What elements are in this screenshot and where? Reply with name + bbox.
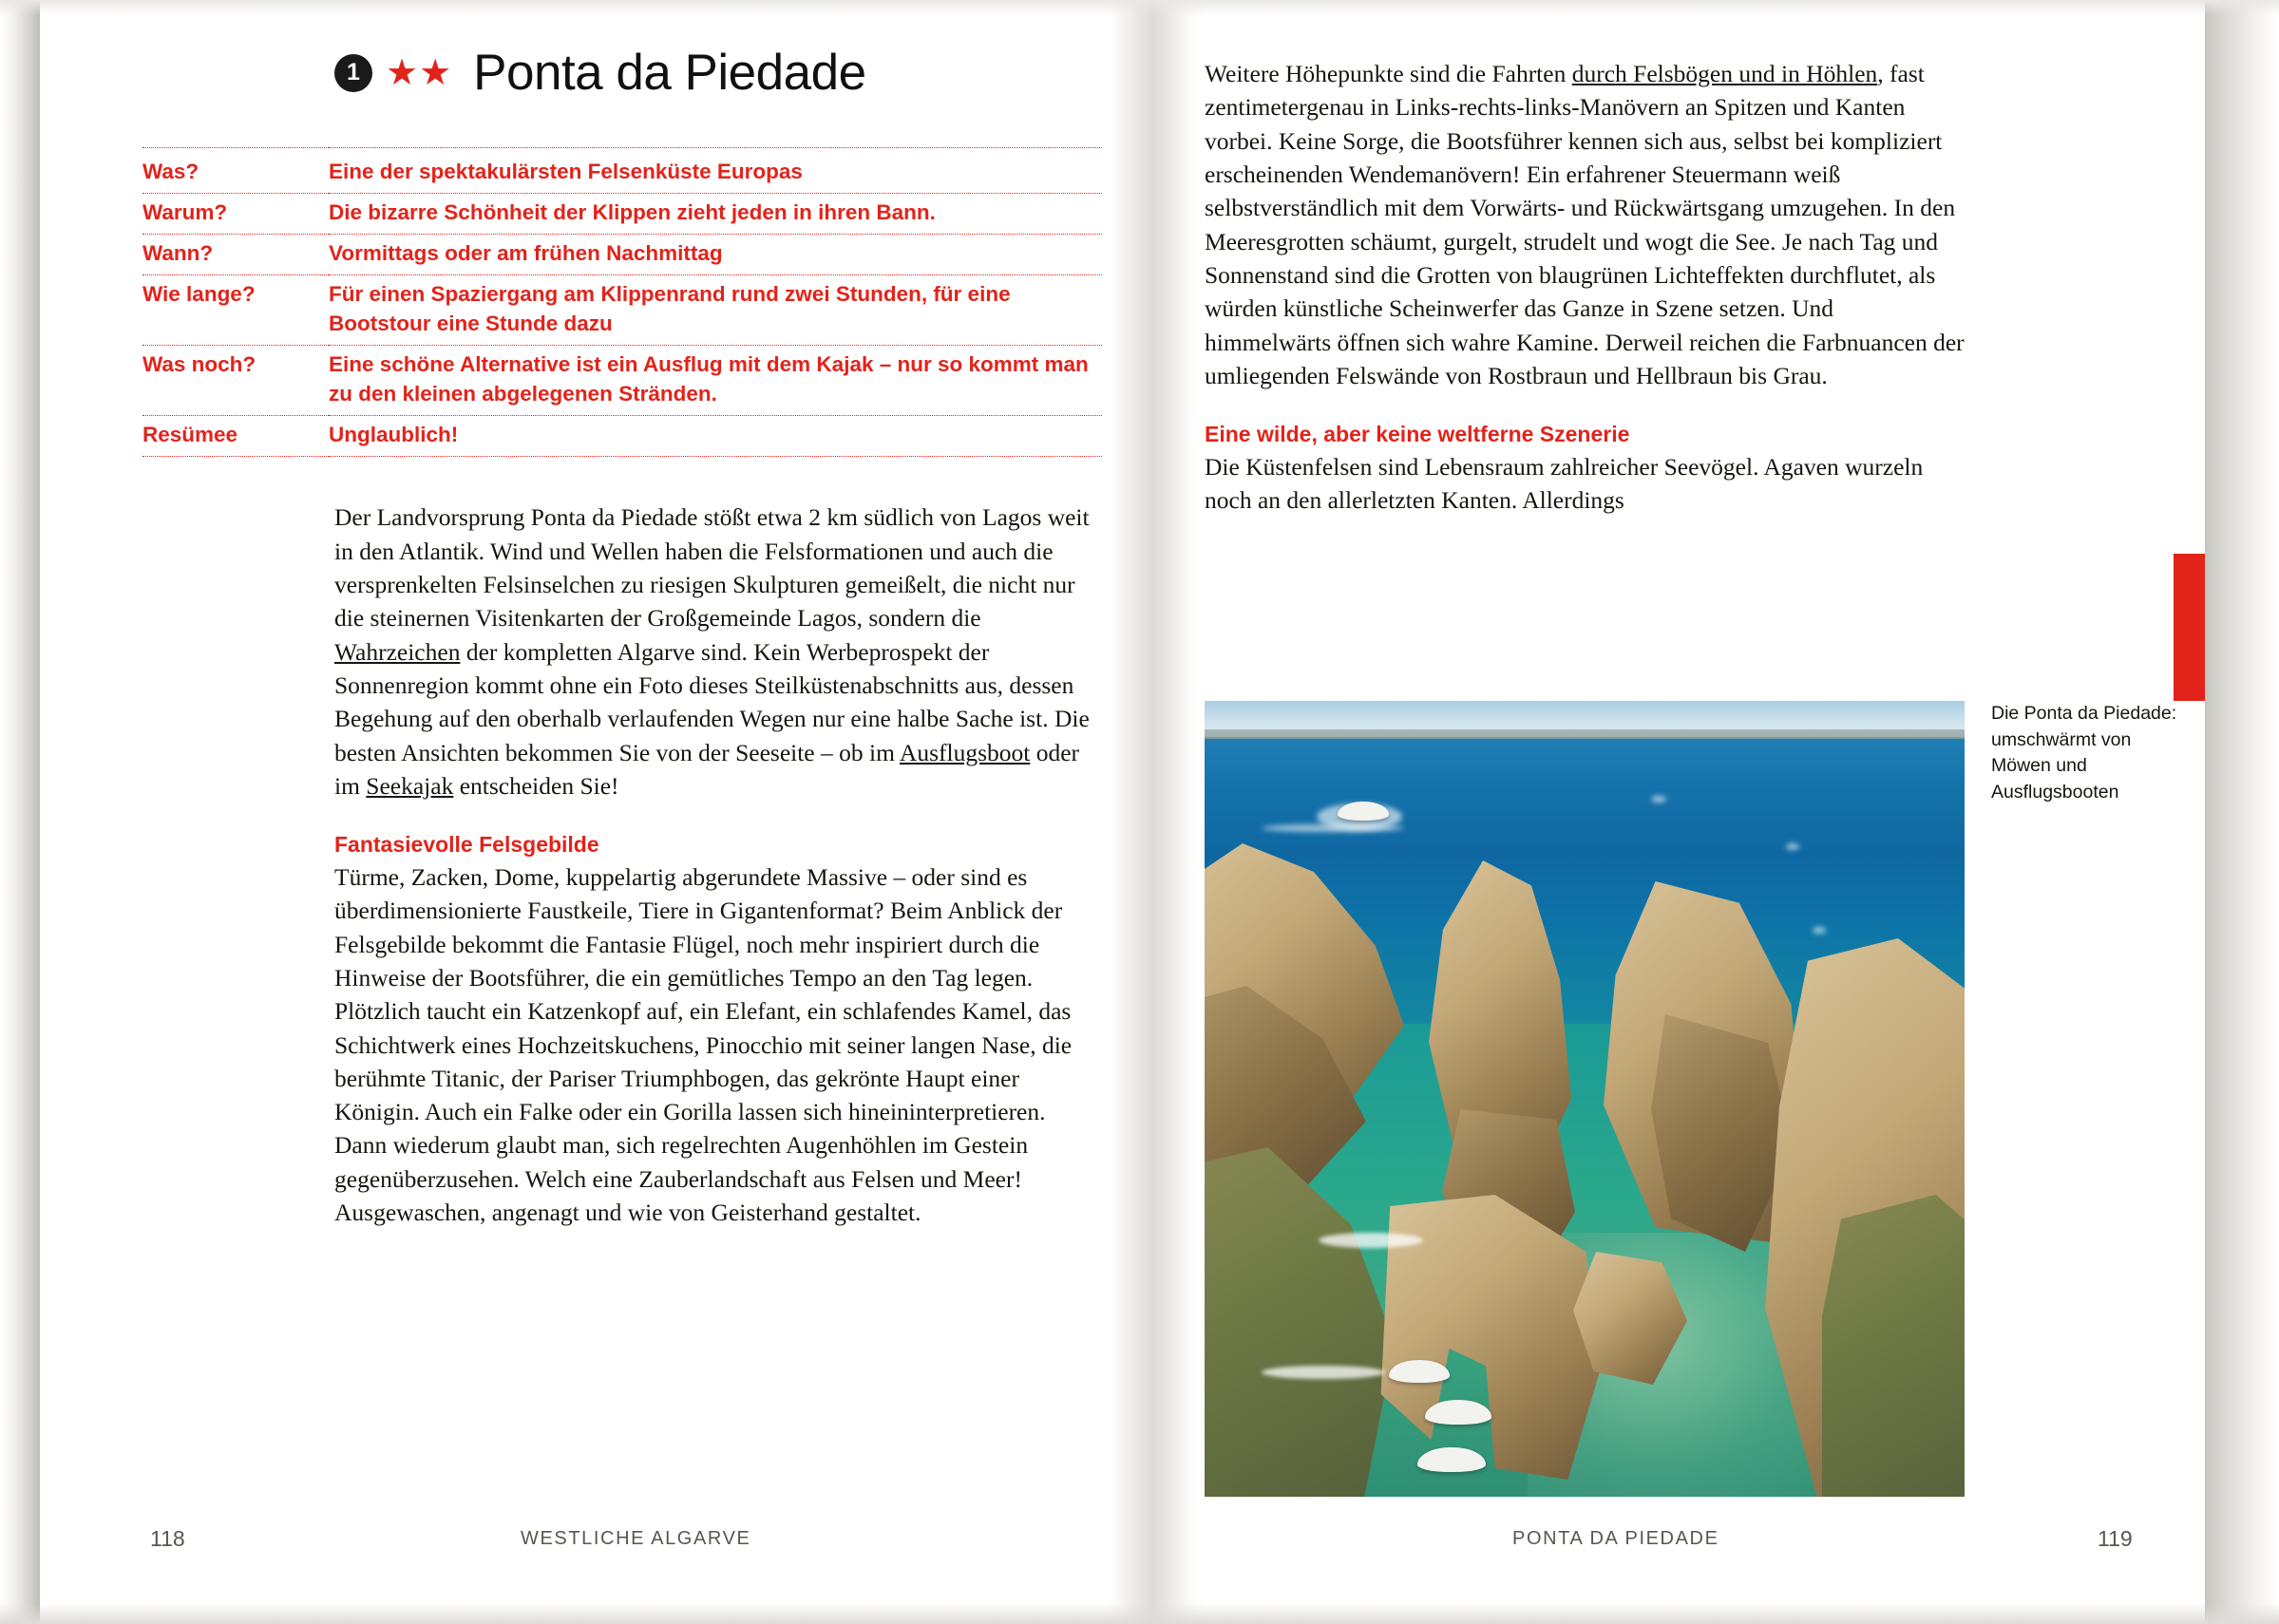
info-value: Eine der spektakulärsten Felsenküste Europas <box>329 148 1102 194</box>
folio-left: 118 <box>150 1526 185 1551</box>
subheading-szenerie: Eine wilde, aber keine weltferne Szenerie <box>1205 422 1630 447</box>
info-key: Warum? <box>142 194 329 235</box>
inline-link-felsboegen-hoehlen[interactable]: durch Felsbögen und in Höhlen <box>1571 60 1878 87</box>
paragraph-hoehepunkte <box>1205 57 1965 392</box>
info-key: Was? <box>142 148 329 194</box>
info-key: Resümee <box>142 416 329 457</box>
photo-caption: Die Ponta da Piedade: umschwärmt von Möwen und Ausflugsbooten <box>1991 703 2177 803</box>
table-row <box>142 275 1102 346</box>
info-key: Was noch? <box>142 346 329 416</box>
left-body-column <box>334 500 1104 1229</box>
bottom-shadow <box>0 1603 2279 1624</box>
chapter-color-tab <box>2174 554 2206 701</box>
book-gutter <box>1110 0 1205 1624</box>
photo-ponta-da-piedade <box>1205 701 1965 1497</box>
info-value: Unglaublich! <box>329 416 1102 457</box>
photo-rock-headland-right-veg <box>1822 1195 1965 1497</box>
info-value: Für einen Spaziergang am Klippenrand rund zwei Stunden, für eine Bootstour eine Stunde dazu <box>329 275 1102 346</box>
table-row <box>142 194 1102 235</box>
info-value: Die bizarre Schönheit der Klippen zieht jeden in ihren Bann. <box>329 194 1102 235</box>
text-run: Weitere Höhepunkte sind die Fahrten <box>1205 60 1572 87</box>
photo-sea-far <box>1205 739 1965 853</box>
info-key: Wann? <box>142 235 329 275</box>
left-page-content <box>142 47 1102 1229</box>
photo-boat-wake <box>1651 796 1666 803</box>
photo-boat-wake <box>1813 927 1826 934</box>
photo-boat <box>1338 802 1389 821</box>
paragraph-felsgebilde: Türme, Zacken, Dome, kuppelartig abgerundete Massive – oder sind es überdimensionierte Faustkeile, Tiere in Gigantenformat? Beim Anblick der Felsgebilde bekommt die Fantasie Flügel, noch mehr inspiriert durch die Hinweise der Bootsführer, die ein gemütliches Tempo an den Tag legen. Plötzlich taucht ein Katzenkopf auf, ein Elefant, ein schlafendes Kamel, das Schichtwerk eines Hochzeitskuchens, Pinocchio mit seiner langen Nase, die berühmte Titanic, der Pariser Triumphbogen, das gekrönte Haupt einer Königin. Auch ein Falke oder ein Gorilla lassen sich hineininterpretieren. Dann wiederum glaubt man, sich regelrechten Augenhöhlen im Gestein gegenüberzusehen. Welch eine Zauberlandschaft aus Felsen und Meer! Ausgewaschen, angenagt und wie von Geisterhand gestaltet. <box>334 862 1073 1227</box>
text-run: , fast zentimetergenau in Links-rechts-links-Manövern an Spitzen und Kanten vorbei. Keine Sorge, die Bootsführer kennen sich aus, selbst bei kompliziert erscheinenden Wendemanövern! Ein erfahrener Steuermann weiß selbstverständlich mit dem Vorwärts- und Rückwärtsgang umzugehen. In den Meeresgrotten schäumt, gurgelt, strudelt und wogt die See. Je nach Tag und Sonnenstand sind die Grotten von blaugrünen Lichteffekten durchflutet, als würden künstliche Scheinwerfer das Ganze in Szene setzen. Und himmelwärts öffnen sich wahre Kamine. Derweil reichen die Farbnuancen der umliegenden Felswände von Rostbraun und Hellbraun bis Grau. <box>1205 60 1965 389</box>
subheading-fantasievolle-felsgebilde: Fantasievolle Felsgebilde <box>334 832 599 858</box>
right-body-column <box>1205 57 1965 518</box>
inline-link-ausflugsboot[interactable]: Ausflugsboot <box>899 738 1031 766</box>
table-row <box>142 346 1102 416</box>
photo-surf <box>1319 1233 1423 1248</box>
text-run: der kompletten Algarve sind. Kein Werbeprospekt der Sonnenregion kommt ohne ein Foto dieses Steilküstenabschnitts aus, dessen Begehung auf den oberhalb verlaufenden Wegen nur eine halbe Sache ist. Die besten Ansichten bekommen Sie von der Seeseite – ob im <box>334 637 1090 766</box>
table-row <box>142 148 1102 194</box>
text-run: oder im <box>334 738 1080 800</box>
running-head-left: WESTLICHE ALGARVE <box>521 1528 751 1549</box>
photo-illustration <box>1205 701 1965 1497</box>
running-head-right: PONTA DA PIEDADE <box>1512 1528 1719 1549</box>
photo-boat-wake <box>1786 843 1799 850</box>
inline-link-seekajak[interactable]: Seekajak <box>366 771 454 800</box>
info-value: Eine schöne Alternative ist ein Ausflug mit dem Kajak – nur so kommt man zu den kleinen abgelegenen Stränden. <box>329 346 1102 416</box>
info-table <box>142 147 1102 457</box>
poi-stars: ★★ <box>386 52 453 93</box>
top-shadow <box>0 0 2279 15</box>
poi-number-badge: 1 <box>334 54 372 92</box>
page-title: Ponta da Piedade <box>473 45 866 101</box>
inline-link-wahrzeichen[interactable]: Wahrzeichen <box>334 637 461 666</box>
poi-heading <box>334 45 1102 101</box>
text-run: Der Landvorsprung Ponta da Piedade stößt etwa 2 km südlich von Lagos weit in den Atlantik. Wind und Wellen haben die Felsformationen und auch die versprenkelten Felsinselchen zu riesigen Skulpturen gemeißelt, die nicht nur die steinernen Visitenkarten der Großgemeinde Lagos, sondern die <box>334 503 1090 633</box>
paragraph-kuestenfelsen: Die Küstenfelsen sind Lebensraum zahlreicher Seevögel. Agaven wurzeln noch an den allerletzten Kanten. Allerdings <box>1205 452 1924 515</box>
page-edge-left <box>0 0 40 1624</box>
table-row <box>142 235 1102 275</box>
right-page-content <box>1205 57 1965 518</box>
photo-surf <box>1262 1366 1385 1379</box>
text-run: entscheiden Sie! <box>453 771 619 800</box>
page-edge-right <box>2205 0 2279 1624</box>
info-value: Vormittags oder am frühen Nachmittag <box>329 235 1102 275</box>
info-key: Wie lange? <box>142 275 329 346</box>
table-row <box>142 416 1102 457</box>
paragraph-intro <box>334 500 1104 803</box>
folio-right: 119 <box>2098 1526 2133 1551</box>
